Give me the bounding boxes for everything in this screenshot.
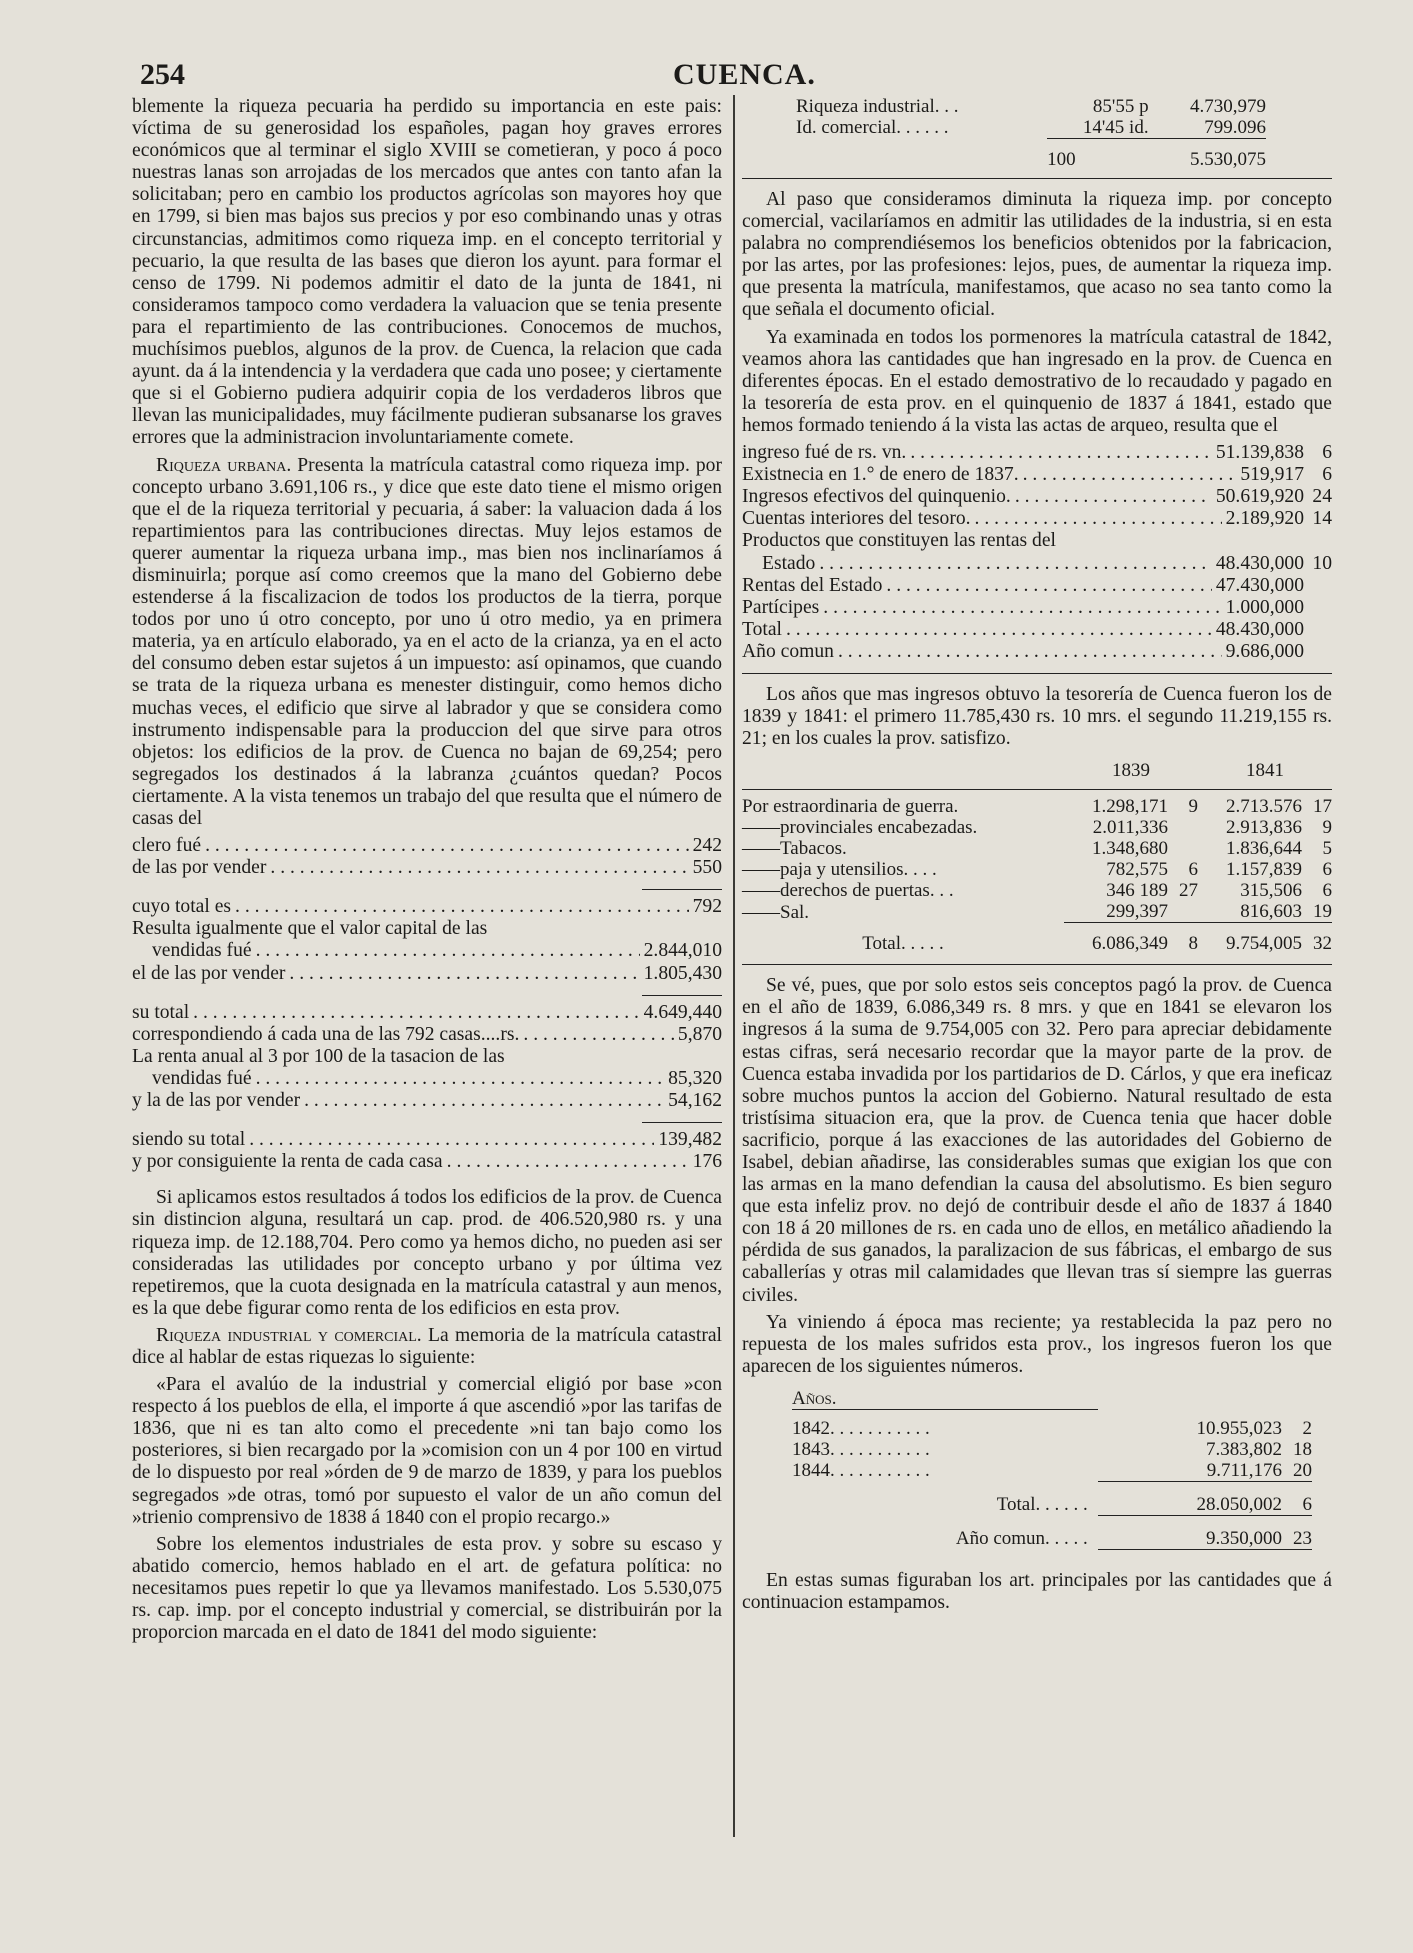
row-label: Existnecia en 1.° de enero de 1837. <box>742 464 1019 486</box>
year-label: 1842. . . . . . . . . . . <box>792 1417 930 1439</box>
row-label: vendidas fué <box>152 940 252 962</box>
row-value: 519,917 <box>1240 464 1304 486</box>
right-column <box>742 96 1332 1619</box>
subvalue-1841: 17 <box>1313 796 1332 818</box>
sum-rule-row <box>796 139 1266 150</box>
yearly-income-table <box>792 1388 1312 1556</box>
table-total-row <box>742 933 1332 954</box>
paragraph: En estas sumas figuraban los art. principales por las cantidades que á continuacion estampamos. <box>742 1569 1332 1614</box>
row-subvalue: 24 <box>1312 486 1332 508</box>
subvalue-1841: 6 <box>1322 859 1332 881</box>
row-label: ——provinciales encabezadas. <box>742 817 978 839</box>
table-row <box>132 1024 722 1046</box>
paragraph-industrial-wealth <box>132 1325 722 1369</box>
table-row <box>742 442 1332 464</box>
value-1841: 315,506 <box>1240 880 1302 902</box>
paragraph: Los años que mas ingresos obtuvo la tesorería de Cuenca fueron los de 1839 y 1841: el primero 11.785,430 rs. 10 mrs. el segundo 11.219,155 rs. 21; en los cuales la prov. satisfizo. <box>742 683 1332 750</box>
paragraph-text: Presenta la matrícula catastral como riqueza imp. por concepto urbano 3.691,106 rs., y dice que este dato tiene el mismo origen que el de la riqueza territorial y pecuaria, á saber: la valuacion dada á los repartimientos para las contribuciones directas. Muy lejos estamos de querer aumentar la riqueza urbana imp., mas bien nos inclinaríamos á disminuirla; porque así como creemos que la mano del Gobierno debe estenderse á la fiscalizacion de todos los productos de la tierra, porque todos por uno ú otro concepto, por uno ú otro medio, ya en primera materia, ya en artículo elaborado, ya en el acto de la crianza, ya en el acto del consumo deben estar sujetos á un impuesto: así opinamos, que cuando se trata de la riqueza urbana es menester distinguir, como hemos dicho muchas veces, el edificio que sirve al labrador y que se considera como instrumento indispensable para la produccion del que sirve para otros objetos: los edificios de la prov. de Cuenca no bajan de 69,254; pero segregados los destinados á la labranza ¿cuántos quedan? Pocos ciertamente. A la vista tenemos un trabajo del que resulta que el número de casas del <box>132 454 722 829</box>
row-label: clero fué <box>132 835 202 857</box>
sum-rule <box>642 1122 722 1123</box>
row-label: Riqueza industrial. . . <box>796 96 959 117</box>
table-row <box>132 896 722 918</box>
column-header: Años. <box>792 1387 837 1409</box>
table-row <box>132 1002 722 1024</box>
table-row <box>742 575 1332 597</box>
paragraph: Si aplicamos estos resultados á todos los edificios de la prov. de Cuenca sin distincion alguna, resultará un cap. prod. de 406.520,980 rs. y una riqueza imp. de 12.188,704. Pero como ya hemos dicho, no pueden asi ser consideradas las utilidades por concepto urbano y por última vez repetiremos, que la cuota designada en la matrícula catastral y aun menos, es la que debe figurar como renta de los edificios en esta prov. <box>132 1187 722 1319</box>
left-column <box>132 96 722 1649</box>
row-value: 48.430,000 <box>1215 552 1304 574</box>
table-row <box>742 619 1332 641</box>
total-value: 5.530,075 <box>1190 149 1266 170</box>
row-label: Total <box>742 618 782 640</box>
page-header <box>140 58 1280 98</box>
average-value: 9.350,000 <box>1206 1527 1282 1549</box>
row-label: Id. comercial. . . . . . <box>796 117 949 139</box>
row-subvalue: 6 <box>1322 442 1332 464</box>
row-percent: 14'45 id. <box>1082 117 1149 138</box>
row-label: Ingresos efectivos del quinquenio. <box>742 486 1011 508</box>
table-total-row <box>792 1494 1312 1516</box>
table-row <box>742 486 1332 508</box>
row-value: 176 <box>692 1151 722 1173</box>
subvalue-1841: 19 <box>1313 901 1332 923</box>
table-total-row <box>796 149 1266 170</box>
total-subvalue: 6 <box>1302 1493 1312 1515</box>
table-header-row <box>792 1388 1312 1410</box>
value-1839: 346 189 <box>1106 880 1168 902</box>
table-row <box>742 597 1332 619</box>
row-subvalue: 14 <box>1312 508 1332 530</box>
subvalue-1839: 27 <box>1178 880 1198 902</box>
total-label: Total. . . . . <box>862 933 944 955</box>
row-value: 792 <box>692 896 722 918</box>
total-value: 28.050,002 <box>1196 1493 1282 1515</box>
table-row <box>132 963 722 985</box>
row-label: correspondiendo á cada una de las 792 casas....rs. <box>132 1023 520 1045</box>
year-subvalue: 20 <box>1293 1459 1312 1481</box>
value-1839: 2.011,336 <box>1092 817 1168 839</box>
total-subvalue-1841: 32 <box>1313 933 1332 955</box>
column-header: 1839 <box>1111 760 1150 782</box>
row-value: 2.189,920 <box>1225 508 1304 530</box>
table-row <box>742 508 1332 530</box>
column-divider <box>733 95 735 1837</box>
divider <box>742 178 1332 179</box>
value-1841: 2.713.576 <box>1226 796 1302 818</box>
row-label: el de las por vender <box>132 962 286 984</box>
paragraph: blemente la riqueza pecuaria ha perdido su importancia en este pais: víctima de su generosidad los españoles, pagan hoy graves errores económicos que al terminar el siglo XVIII se cometieran, y poco á poco nuestras lanas son arrojadas de los mercados que antes con tanto afan la solicitaban; pero en cambio los productos agrícolas son mayores hoy que en 1799, si bien mas bajos sus precios y por eso combinando unas y otras circunstancias, admitimos como riqueza imp. en el concepto territorial y pecuario, la que resulta de las bases que dieron los ayunt. para formar el censo de 1799. Ni podemos admitir el dato de la junta de 1841, ni consideramos tampoco como verdadera la valuacion que se tenia presente para el repartimiento de las contribuciones. Conocemos de muchos, muchísimos pueblos, algunos de la prov. de Cuenca, la relacion que cada ayunt. da á la intendencia y la verdadera que cada uno posee; y ciertamente que si el Gobierno pudiera adquirir copia de los verdaderos libros que llevan las municipalidades, muy fácilmente pudieran subsanarse los graves errores que la administracion involuntariamente comete. <box>132 96 722 449</box>
table-row <box>132 1068 722 1090</box>
row-intro: La renta anual al 3 por 100 de la tasacion de las <box>132 1045 505 1067</box>
table-row <box>792 1418 1312 1439</box>
row-value: 85,320 <box>668 1067 722 1089</box>
total-percent: 100 <box>1047 149 1076 170</box>
row-value: 51.139,838 <box>1215 442 1304 464</box>
sum-rule <box>642 889 722 890</box>
average-label: Año comun. . . . . <box>955 1528 1088 1550</box>
year-value: 10.955,023 <box>1196 1417 1282 1439</box>
subvalue-1839 <box>1168 838 1198 859</box>
year-subvalue: 2 <box>1302 1417 1312 1439</box>
row-label: y la de las por vender <box>132 1090 301 1112</box>
running-title: CUENCA. <box>673 58 816 91</box>
row-value: 139,482 <box>658 1129 722 1151</box>
row-label: Rentas del Estado <box>742 574 883 596</box>
row-value: 4.730,979 <box>1190 96 1266 117</box>
subvalue-1841: 9 <box>1322 817 1332 839</box>
header-rule <box>792 1409 1312 1418</box>
row-subvalue: 6 <box>1322 464 1332 486</box>
table-header-row <box>742 760 1332 790</box>
row-label: ——paja y utensilios. . . . <box>742 859 937 881</box>
row-value: 4.649,440 <box>643 1001 722 1023</box>
table-row <box>742 464 1332 486</box>
year-value: 7.383,802 <box>1206 1438 1282 1460</box>
row-label: vendidas fué <box>152 1067 252 1089</box>
table-row <box>742 641 1332 663</box>
sum-rule-row <box>792 1481 1312 1494</box>
section-heading: Riqueza industrial y comercial. <box>156 1324 422 1346</box>
row-label: de las por vender <box>132 857 267 879</box>
war-contributions-table <box>742 760 1332 954</box>
table-row <box>792 1460 1312 1482</box>
row-label: Productos que constituyen las rentas del <box>742 530 1056 552</box>
row-value: 550 <box>692 857 722 879</box>
row-label: Partícipes <box>742 596 820 618</box>
treasury-table <box>742 442 1332 663</box>
table-row <box>792 1439 1312 1460</box>
table-row <box>796 117 1266 139</box>
row-label: ——Tabacos. <box>742 838 847 860</box>
table-row <box>742 553 1332 575</box>
value-1841: 816,603 <box>1240 901 1302 923</box>
sum-rule-row <box>792 1549 1312 1556</box>
table-row <box>742 880 1332 901</box>
value-1839: 1.298,171 <box>1091 796 1168 818</box>
row-label: Año comun <box>742 640 834 662</box>
subvalue-1841: 5 <box>1322 838 1332 860</box>
row-label: Cuentas interiores del tesoro. <box>742 508 971 530</box>
average-row <box>792 1528 1312 1550</box>
houses-table <box>132 835 722 1173</box>
row-label: Por estraordinaria de guerra. <box>742 796 959 818</box>
row-value: 54,162 <box>668 1090 722 1112</box>
total-subvalue-1839: 8 <box>1188 933 1198 955</box>
value-1841: 1.157,839 <box>1226 859 1302 881</box>
paragraph: Al paso que consideramos diminuta la riqueza imp. por concepto comercial, vacilaríamos en admitir las utilidades de la industria, si en esta palabra no comprendiésemos los beneficios obtenidos por la fabricacion, por las artes, por las profesiones: lejos, pues, de aumentar la riqueza imp. que presenta la matrícula, manifestamos, que acaso no sea tanto como la que señala el documento oficial. <box>742 189 1332 321</box>
row-label: cuyo total es <box>132 896 232 918</box>
row-value: 47.430,000 <box>1215 574 1304 596</box>
table-row <box>742 838 1332 859</box>
row-value: 48.430,000 <box>1215 618 1304 640</box>
total-value-1839: 6.086,349 <box>1091 933 1168 955</box>
row-label: ——Sal. <box>742 901 810 923</box>
subvalue-1839 <box>1168 901 1198 923</box>
row-label: ingreso fué de rs. vn. <box>742 442 907 464</box>
table-row <box>132 1090 722 1112</box>
subvalue-1841: 6 <box>1322 880 1332 902</box>
value-1841: 1.836,644 <box>1226 838 1302 860</box>
row-percent: 85'55 p <box>1092 96 1149 117</box>
table-row <box>742 859 1332 880</box>
industrial-commercial-table <box>796 96 1266 170</box>
value-1841: 2.913,836 <box>1226 817 1302 839</box>
quotation: «Para el avalúo de la industrial y comercial eligió por base »con respecto á los pueblos de ella, el importe á que ascendió »por las tarifas de 1836, que ni es tan alto como el precedente »ni tan bajo como los posteriores, si bien recargado por la »comision con un 4 por 100 en virtud de lo dispuesto por real »órden de 9 de marzo de 1839, y para los pueblos segregados »de otras, tomó por supuesto el valor de un año comun del »trienio comprensivo de 1838 á 1840 con el propio recargo.» <box>132 1374 722 1528</box>
row-value: 2.844,010 <box>643 940 722 962</box>
subvalue-1839 <box>1168 817 1198 838</box>
row-label: su total <box>132 1001 190 1023</box>
paragraph: Ya viniendo á época mas reciente; ya restablecida la paz pero no repuesta de los males sufridos esta prov., los ingresos fueron los que aparecen de los siguientes números. <box>742 1311 1332 1377</box>
row-label: siendo su total <box>132 1129 246 1151</box>
row-intro: Resulta igualmente que el valor capital de las <box>132 918 488 940</box>
divider <box>742 673 1332 674</box>
sum-rule <box>642 995 722 996</box>
paragraph: Ya examinada en todos los pormenores la matrícula catastral de 1842, veamos ahora las cantidades que han ingresado en la prov. de Cuenca en diferentes épocas. En el estado demostrativo de lo recaudado y pagado en la tesorería de esta prov. en el quinquenio de 1837 á 1841, estado que hemos formado teniendo á la vista las actas de arqueo, resulta que el <box>742 326 1332 436</box>
table-row <box>742 817 1332 838</box>
table-row <box>132 940 722 962</box>
value-1839: 299,397 <box>1106 901 1168 923</box>
column-header: 1841 <box>1245 760 1284 782</box>
row-value: 1.805,430 <box>643 962 722 984</box>
row-label: ——derechos de puertas. . . <box>742 880 954 902</box>
row-value: 50.619,920 <box>1215 486 1304 508</box>
year-value: 9.711,176 <box>1206 1459 1282 1481</box>
paragraph-urban-wealth <box>132 455 722 831</box>
paragraph-text: La memoria de la matrícula catastral dice al hablar de estas riquezas lo siguiente: <box>132 1324 722 1368</box>
page-number: 254 <box>140 58 185 91</box>
section-heading: Riqueza urbana. <box>156 454 292 476</box>
year-label: 1844. . . . . . . . . . . <box>792 1460 930 1482</box>
value-1839: 1.348,680 <box>1091 838 1168 860</box>
year-subvalue: 18 <box>1293 1438 1312 1460</box>
row-subvalue: 10 <box>1312 552 1332 574</box>
average-subvalue: 23 <box>1293 1527 1312 1549</box>
total-label: Total. . . . . . <box>996 1494 1088 1516</box>
paragraph: Sobre los elementos industriales de esta prov. y sobre su escaso y abatido comercio, hemos hablado en el art. de gefatura política: no necesitamos pues repetir lo que ya llevamos manifestado. Los 5.530,075 rs. cap. imp. por el concepto industrial y comercial, se distribuirán por la proporcion marcada en el dato de 1841 del modo siguiente: <box>132 1533 722 1644</box>
paragraph: Se vé, pues, que por solo estos seis conceptos pagó la prov. de Cuenca en el año de 1839, 6.086,349 rs. 8 mrs. y que en 1841 se elevaron los ingresos á la suma de 9.754,005 con 32. Pero para apreciar debidamente estas cifras, será necesario recordar que la mayor parte de la prov. de Cuenca estaba invadida por los partidarios de D. Cárlos, y que era ineficaz sobre muchos puntos la accion del Gobierno. Natural resultado de esta tristísima situacion era, que la prov. de Cuenca tenia que hacer doble sacrificio, porque á las exacciones de las autoridades del Gobierno de Isabel, debian añadirse, las considerables sumas que exigian los que con las armas en la mano defendian la causa del absolutismo. Es bien seguro que esta infeliz prov. no dejó de contribuir desde el año de 1837 á 1840 con 18 á 20 millones de rs. en cada uno de ellos, en metálico añadiendo la pérdida de sus ganados, la paralizacion de sus fábricas, el embargo de sus caballerías y otras mil calamidades que llevan tras sí siempre las guerras civiles. <box>742 975 1332 1306</box>
row-value: 5,870 <box>677 1023 722 1045</box>
row-value: 9.686,000 <box>1225 640 1304 662</box>
table-row <box>742 796 1332 817</box>
divider <box>742 964 1332 965</box>
sum-rule-row <box>792 1515 1312 1528</box>
table-row <box>132 1151 722 1173</box>
table-row <box>132 857 722 879</box>
row-value: 1.000,000 <box>1225 596 1304 618</box>
value-1839: 782,575 <box>1106 859 1168 881</box>
table-row <box>742 901 1332 923</box>
sum-rule-row <box>742 923 1332 934</box>
row-value: 242 <box>692 835 722 857</box>
subvalue-1839: 6 <box>1188 859 1198 881</box>
subvalue-1839: 9 <box>1188 796 1198 818</box>
table-row <box>132 1129 722 1151</box>
row-label: y por consiguiente la renta de cada casa <box>132 1151 443 1173</box>
table-row <box>796 96 1266 117</box>
row-label: Estado <box>762 552 816 574</box>
year-label: 1843. . . . . . . . . . . <box>792 1438 930 1460</box>
total-value-1841: 9.754,005 <box>1226 933 1302 955</box>
row-value: 799.096 <box>1204 117 1266 138</box>
table-row <box>132 835 722 857</box>
